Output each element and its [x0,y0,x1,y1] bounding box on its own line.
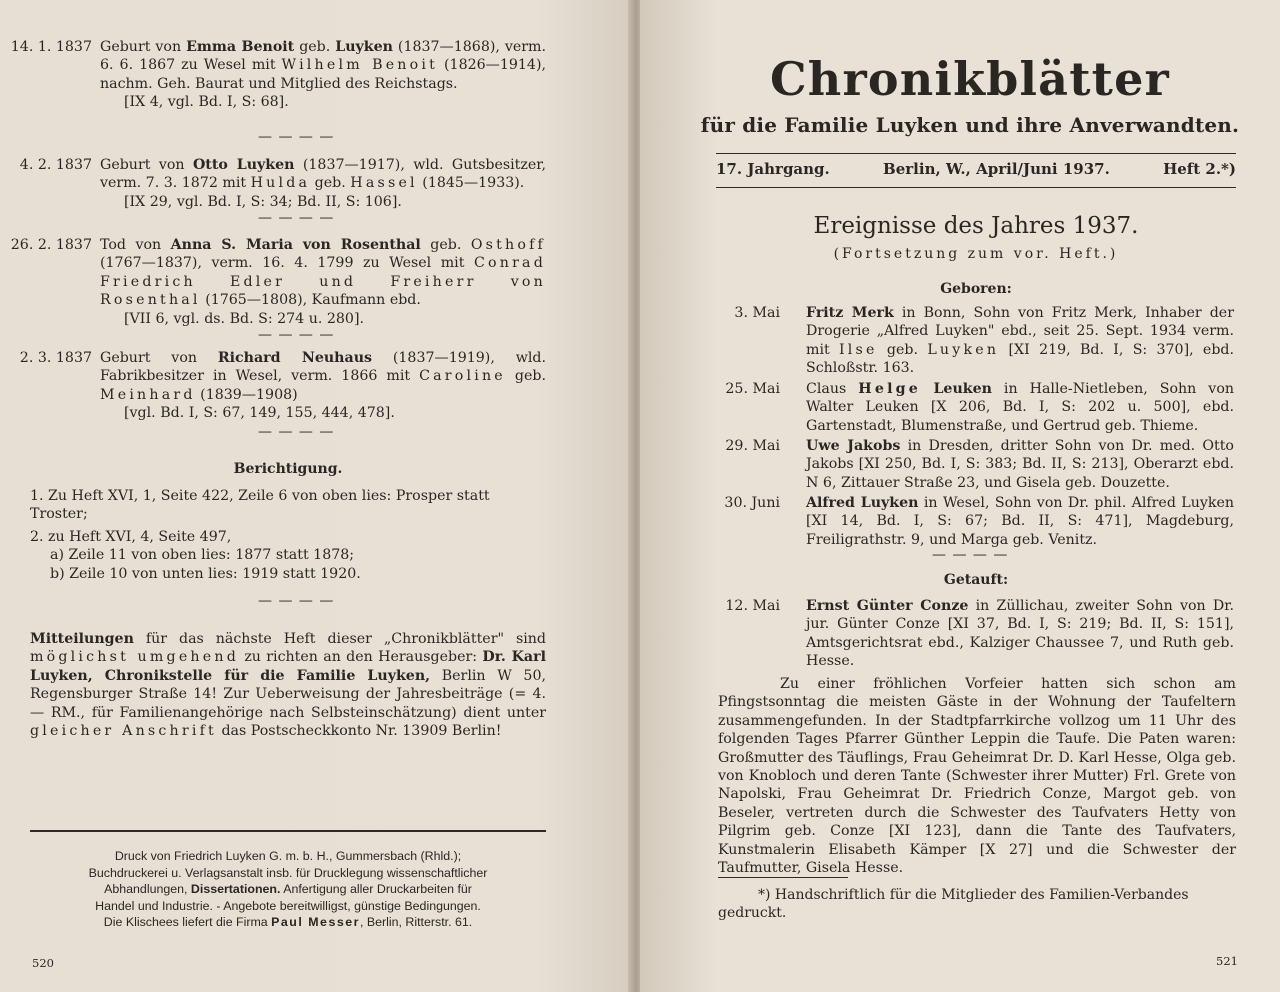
imprint-line: Buchdruckerei u. Verlagsanstalt insb. für Drucklegung wissenschaftlicher [88,865,488,880]
text: Claus [806,381,859,397]
spaced-name: Caroline [419,368,506,385]
person-surname: Luyken [335,39,393,55]
footnote: *) Handschriftlich für die Mitglieder des Familien-Verbandes gedruckt. [718,887,1189,922]
journal-subtitle: für die Familie Luyken und ihre Anverwandten. [700,113,1240,137]
entry-date: 29. Mai [725,438,780,454]
text: zu richten an den Herausgeber: [238,649,483,666]
header-rule [716,153,1236,154]
text: Tod von [100,237,171,253]
text: (1837—1919), wld. Fabrikbesitzer in Wesel, verm. 1866 mit [100,350,546,385]
text: in Halle-Nietleben, Sohn von Walter Leuken [X 206, Bd. I, S: 202 u. 500], ebd. Gartenstadt, Blumenstraße, und Gertrud geb. Thieme. [806,381,1234,434]
entry-text [806,437,1234,492]
text: (1839—1908) [195,386,298,403]
left-page [0,0,632,992]
separator: — — — — [258,327,335,343]
birth-entry [716,304,1236,378]
person-name: Leuken [921,381,992,397]
text: das Postscheckkonto Nr. 13909 Berlin! [216,723,502,740]
entry-1 [0,38,560,128]
birth-entry [716,380,1236,436]
entry-reference: [vgl. Bd. I, S: 67, 149, 155, 444, 478]. [124,405,395,422]
entry-date: 14. 1. 1837 [10,39,92,55]
section-subtitle: (Fortsetzung zum vor. Heft.) [833,246,1119,262]
entry-text [806,494,1234,549]
entry-date: 30. Juni [724,495,780,511]
text: geb. [420,237,471,253]
text: in Dresden, dritter Sohn von Dr. med. Otto Jakobs [XI 250, Bd. I, S: 383; Bd. II, S: 213], Oberarzt ebd. N 6, Zittauer Straße 23, und Gisela geb. Douzette. [806,438,1234,491]
separator: — — — — [932,547,1009,563]
entry-text [100,349,546,423]
imprint-line: Druck von Friedrich Luyken G. m. b. H., Gummersbach (Rhld.); [114,849,462,863]
entry-date: 3. Mai [734,305,780,321]
entry-2 [0,156,560,216]
entry-text [100,38,546,112]
footnote-rule [718,877,848,878]
separator: — — — — [258,210,335,226]
editor-address: Dr. Karl Luyken, Chronikstelle für die Familie Luyken, [30,649,546,684]
text: Anfertigung aller Druckarbeiten für [280,882,472,897]
person-name: Anna S. Maria von Rosenthal [170,237,421,253]
entry-text [100,236,546,328]
text: in Bonn, Sohn von Fritz Merk, Inhaber der Drogerie „Alfred Luyken" ebd., seit 25. Sept. 1934 verm. mit [806,305,1234,358]
text: (1845—1933). [417,175,525,192]
correction-item: 2. zu Heft XVI, 4, Seite 497, [30,528,232,545]
section-title: Ereignisse des Jahres 1937. [813,213,1139,239]
page-number: 521 [1216,954,1238,968]
separator: — — — — [258,424,335,440]
born-heading: Geboren: [940,281,1012,297]
text: Die Klischees liefert die Firma [103,915,272,930]
entry-3 [0,236,560,332]
entry-text [806,380,1234,435]
spaced-name: Osthoff [470,237,547,253]
person-name: Alfred Luyken [806,495,919,511]
text: Paul Messer [271,915,360,930]
spaced-name: Meinhard [100,386,196,403]
notice-lead: Mitteilungen [30,631,134,647]
birth-entry [716,437,1236,493]
person-name: Otto Luyken [192,157,295,173]
spaced-name: Wilhelm Benoit [281,57,439,74]
text: in Wesel, Sohn von Dr. phil. Alfred Luyken [XI 14, Bd. I, S: 67; Bd. II, S: 471], Magdeburg, Freiligrathstr. 9, und Marga geb. Venitz. [806,495,1235,548]
spaced-name: Helge [858,381,922,397]
spaced-name: Hulda [250,175,311,192]
text: geb. [310,175,351,192]
text: geb. [877,341,928,358]
text: (1837—1917), wld. Gutsbesitzer, verm. 7. 3. 1872 mit [100,157,546,192]
separator: — — — — [258,593,335,609]
entry-text [806,597,1234,671]
entry-text [100,156,546,211]
text: Geburt von [100,157,193,173]
text: Geburt von [100,39,187,55]
spaced-name: Ilse [839,341,878,358]
birth-entry [716,494,1236,550]
imprint-line [30,914,546,931]
spaced-text: gleicher Anschrift [30,723,217,740]
entry-reference: [IX 4, vgl. Bd. I, S: 68]. [124,94,289,111]
text: geb. [294,39,336,55]
issue-number: Heft 2.*) [1163,160,1236,178]
issue-line [716,160,1236,178]
page-number: 520 [32,956,54,970]
spaced-name: Conrad Friedrich Edler und Freiherr von Rosenthal [100,255,546,309]
printer-imprint [30,830,546,931]
entry-reference: [VII 6, vgl. ds. Bd. S: 274 u. 280]. [124,310,364,327]
corrections [30,487,550,583]
entry-date: 4. 2. 1837 [19,157,92,173]
text: für das nächste Heft dieser „Chronikblätter" sind [133,631,546,647]
imprint-line: Handel und Industrie. - Angebote bereitwilligst, günstige Bedingungen. [95,898,481,913]
correction-heading: Berichtigung. [233,461,343,477]
text: Abhandlungen, [104,882,191,897]
spaced-name: Luyken [927,341,1000,358]
correction-subitem: b) Zeile 10 von unten lies: 1919 statt 1920. [50,565,361,582]
entry-text [806,304,1234,378]
entry-date: 25. Mai [725,381,780,397]
text: [XI 219, Bd. I, S: 370], ebd. Schloßstr. 163. [806,341,1234,377]
person-name: Richard Neuhaus [217,350,372,366]
person-name: Fritz Merk [806,305,894,321]
text: (1826—1914), nachm. Geh. Baurat und Mitglied des Reichstags. [100,57,546,92]
text: (1837—1868), verm. 6. 6. 1867 zu Wesel mit [100,39,547,74]
text: (1767—1837), verm. 16. 4. 1799 zu Wesel mit [100,255,474,272]
text: Berlin W 50, Regensburger Straße 14! Zur Ueberweisung der Jahresbeiträge (= 4.— RM., für Familienangehörige nach Selbsteinschätzung) dient unter [30,667,546,721]
correction-subitem: a) Zeile 11 von oben lies: 1877 statt 1878; [50,547,355,564]
text: (1765—1808), Kaufmann ebd. [200,292,421,309]
entry-date: 2. 3. 1837 [19,350,92,366]
text: geb. [505,368,546,385]
entry-date: 12. Mai [725,598,780,614]
imprint-line [30,881,546,898]
journal-title: Chronikblätter [769,52,1170,106]
notice-paragraph [30,630,546,740]
text: , Berlin, Ritterstr. 61. [359,915,473,930]
issue-place-date: Berlin, W., April/Juni 1937. [883,160,1110,178]
spaced-name: Hassel [350,175,418,192]
text: Dissertationen. [190,882,281,897]
baptized-heading: Getauft: [943,572,1009,588]
header-rule [716,187,1236,188]
correction-item: 1. Zu Heft XVI, 1, Seite 422, Zeile 6 von oben lies: Prosper statt Troster; [30,488,490,523]
person-name: Ernst Günter Conze [806,598,969,614]
entry-reference: [IX 29, vgl. Bd. I, S: 34; Bd. II, S: 106]. [124,193,402,210]
entry-4 [0,349,560,429]
entry-date: 26. 2. 1837 [10,237,92,253]
spaced-text: möglichst umgehend [30,649,239,666]
separator: — — — — [258,129,335,145]
text: in Züllichau, zweiter Sohn von Dr. jur. Günter Conze [XI 37, Bd. I, S: 219; Bd. II, S: 151], Amtsgerichtsrat ebd., Kalziger Chaussee 7, und Ruth geb. Hesse. [806,598,1234,670]
baptism-entry [716,597,1236,671]
person-name: Emma Benoit [186,39,295,55]
person-name: Uwe Jakobs [806,438,901,454]
issue-year: 17. Jahrgang. [716,160,830,178]
text: Geburt von [100,350,218,366]
baptism-paragraph: Zu einer fröhlichen Vorfeier hatten sich schon am Pfingstsonntag die meisten Gäste in der Wohnung der Taufeltern zusammengefunden. In der Stadtpfarrkirche vollzog um 11 Uhr des folgenden Tages Pfarrer Günther Leppin die Taufe. Die Paten waren: Großmutter des Täuflings, Frau Geheimrat Dr. D. Karl Hesse, Olga geb. von Knobloch und deren Tante (Schwester ihrer Mutter) Frl. Grete von Napolski, Frau Geheimrat Dr. Friedrich Conze, Margot geb. von Beseler, vertreten durch die Schwester des Taufvaters Hetty von Pilgrim geb. Conze [XI 123], dann die Tante des Taufvaters, Kunstmalerin Elisabeth Kämper [X 27] und die Schwester der Taufmutter, Gisela Hesse. [718,676,1236,877]
